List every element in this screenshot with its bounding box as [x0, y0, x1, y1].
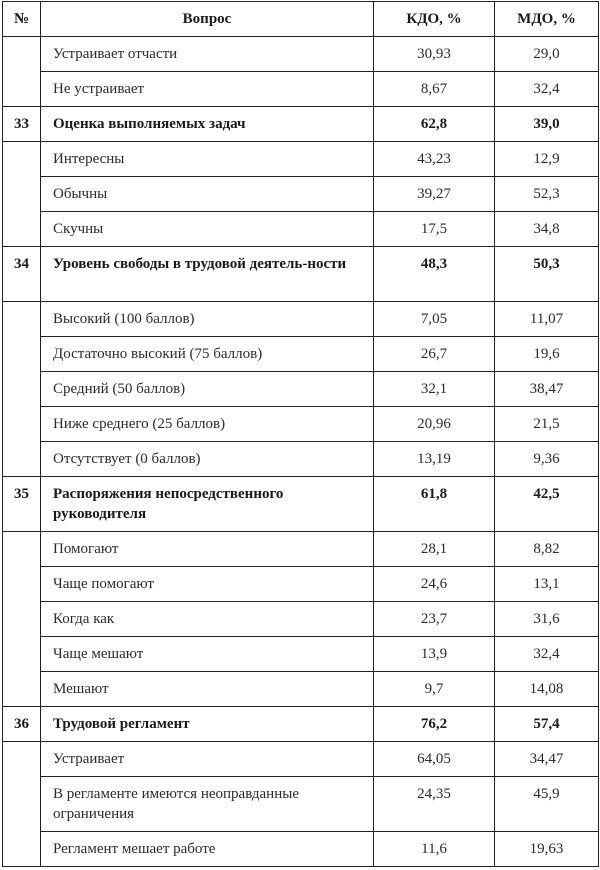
- question-row-33: [3, 107, 599, 142]
- option-kdo: 17,5: [420, 221, 448, 237]
- header-num: №: [3, 2, 41, 37]
- option-row: [3, 177, 599, 212]
- question-number: 34: [14, 256, 29, 272]
- option-row: [3, 37, 599, 72]
- option-label: Регламент мешает работе: [53, 841, 216, 857]
- option-row: [3, 742, 599, 777]
- option-kdo: 23,7: [420, 611, 448, 627]
- option-mdo: 32,4: [533, 81, 560, 97]
- option-mdo: 34,47: [529, 751, 564, 767]
- option-label: Достаточно высокий (75 баллов): [53, 346, 263, 362]
- option-row: [3, 442, 599, 477]
- option-kdo: 13,19: [417, 451, 451, 467]
- option-row: [3, 142, 599, 177]
- option-label: В регламенте имеются неоправданные ограничения: [53, 786, 299, 822]
- option-kdo: 9,7: [424, 681, 444, 697]
- option-mdo: 45,9: [533, 786, 560, 802]
- option-mdo: 38,47: [529, 381, 564, 397]
- num-cell-empty: [3, 532, 41, 707]
- option-label: Ниже среднего (25 баллов): [53, 416, 226, 432]
- option-label: Устраивает: [53, 751, 125, 767]
- option-row: [3, 302, 599, 337]
- option-row: [3, 212, 599, 247]
- option-label: Когда как: [53, 611, 115, 627]
- question-number: 33: [14, 116, 29, 132]
- num-cell-empty: [3, 142, 41, 247]
- header-kdo: КДО, %: [374, 2, 495, 37]
- option-mdo: 19,6: [533, 346, 560, 362]
- option-label: Мешают: [53, 681, 109, 697]
- option-mdo: 32,4: [533, 646, 560, 662]
- option-kdo: 24,6: [420, 576, 448, 592]
- question-mdo: 57,4: [533, 716, 560, 732]
- option-row: [3, 602, 599, 637]
- option-mdo: 19,63: [529, 841, 564, 857]
- option-label: Чаще помогают: [53, 576, 154, 592]
- header-row: [3, 2, 599, 37]
- option-kdo: 28,1: [420, 541, 448, 557]
- survey-results-table: [2, 1, 599, 867]
- option-row: [3, 832, 599, 867]
- option-kdo: 8,67: [420, 81, 448, 97]
- question-title: Оценка выполняемых задач: [53, 116, 246, 132]
- question-kdo: 62,8: [420, 116, 448, 132]
- option-mdo: 21,5: [533, 416, 560, 432]
- option-row: [3, 672, 599, 707]
- option-label: Помогают: [53, 541, 119, 557]
- question-mdo: 42,5: [533, 486, 560, 502]
- header-mdo: МДО, %: [495, 2, 599, 37]
- question-title: Трудовой регламент: [53, 716, 190, 732]
- option-mdo: 11,07: [529, 311, 564, 327]
- option-kdo: 64,05: [417, 751, 451, 767]
- question-title: Уровень свободы в трудовой деятель-ности: [53, 256, 347, 272]
- question-number: 36: [14, 716, 29, 732]
- option-mdo: 31,6: [533, 611, 560, 627]
- option-label: Средний (50 баллов): [53, 381, 186, 397]
- question-row-34: [3, 247, 599, 302]
- option-kdo: 30,93: [417, 46, 451, 62]
- option-row: [3, 407, 599, 442]
- option-kdo: 43,23: [417, 151, 451, 167]
- question-title: Распоряжения непосредственного руководителя: [53, 486, 284, 522]
- question-row-36: [3, 707, 599, 742]
- num-cell-empty: [3, 742, 41, 867]
- option-kdo: 20,96: [417, 416, 451, 432]
- header-question: Вопрос: [41, 2, 374, 37]
- option-mdo: 13,1: [533, 576, 560, 592]
- option-mdo: 14,08: [529, 681, 564, 697]
- option-mdo: 9,36: [533, 451, 560, 467]
- option-label: Высокий (100 баллов): [53, 311, 195, 327]
- option-mdo: 12,9: [533, 151, 560, 167]
- option-kdo: 13,9: [420, 646, 448, 662]
- option-label: Не устраивает: [53, 81, 145, 97]
- option-kdo: 39,27: [417, 186, 451, 202]
- option-label: Скучны: [53, 221, 104, 237]
- option-row: [3, 72, 599, 107]
- num-cell-empty: [3, 37, 41, 107]
- option-kdo: 32,1: [420, 381, 448, 397]
- option-mdo: 29,0: [533, 46, 560, 62]
- question-row-35: [3, 477, 599, 532]
- question-kdo: 48,3: [420, 256, 448, 272]
- option-row: [3, 567, 599, 602]
- option-row: [3, 637, 599, 672]
- question-mdo: 50,3: [533, 256, 560, 272]
- option-label: Обычны: [53, 186, 108, 202]
- option-mdo: 8,82: [533, 541, 560, 557]
- option-kdo: 26,7: [420, 346, 448, 362]
- option-row: [3, 372, 599, 407]
- option-mdo: 52,3: [533, 186, 560, 202]
- question-kdo: 76,2: [420, 716, 448, 732]
- option-kdo: 24,35: [417, 786, 451, 802]
- option-label: Устраивает отчасти: [53, 46, 178, 62]
- option-label: Чаще мешают: [53, 646, 144, 662]
- num-cell-empty: [3, 302, 41, 477]
- question-number: 35: [14, 486, 29, 502]
- option-row: [3, 532, 599, 567]
- option-mdo: 34,8: [533, 221, 560, 237]
- option-row: [3, 337, 599, 372]
- option-kdo: 7,05: [420, 311, 448, 327]
- option-label: Отсутствует (0 баллов): [53, 451, 201, 467]
- question-kdo: 61,8: [420, 486, 448, 502]
- option-row: [3, 777, 599, 832]
- option-label: Интересны: [53, 151, 125, 167]
- option-kdo: 11,6: [421, 841, 447, 857]
- question-mdo: 39,0: [533, 116, 560, 132]
